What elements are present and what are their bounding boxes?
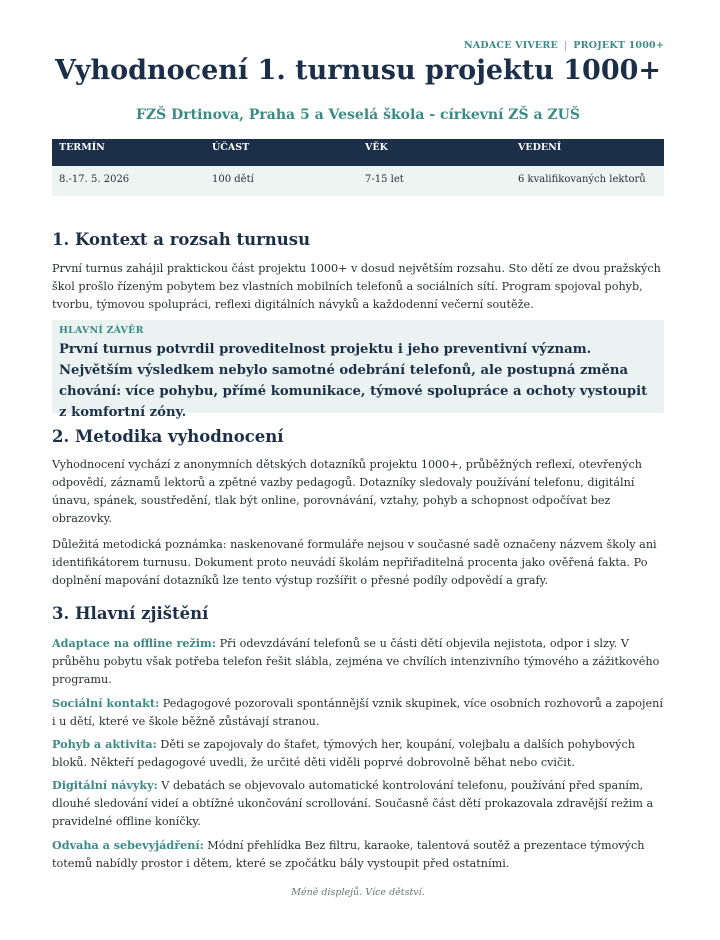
finding-lead: Pohyb a aktivita: — [52, 737, 157, 751]
page-title: Vyhodnocení 1. turnusu projektu 1000+ — [54, 55, 662, 86]
finding-lead: Adaptace na offline režim: — [52, 636, 217, 650]
finding-text: Módní přehlídka Bez filtru, karaoke, talentová soutěž a prezentace týmových totemů nabídly prostor i dětem, které se zpočátku bály vystoupit před ostatními. — [52, 839, 645, 870]
page-subtitle: FZŠ Drtinova, Praha 5 a Veselá škola - církevní ZŠ a ZUŠ — [135, 107, 580, 123]
value-cell-term: 8.-17. 5. 2026 — [59, 174, 130, 185]
callout-text: První turnus potvrdil proveditelnost projektu i jeho preventivní význam. Největším výsledkem nebylo samotné odebrání telefonů, ale postupná změna chování: více pohybu, přímé komunikace, týmové spolupráce a ochoty vystoupit z komfortní zóny. — [59, 342, 648, 420]
finding-item — [52, 836, 664, 873]
org-name: NADACE VIVERE — [463, 40, 558, 51]
value-cell-leadership: 6 kvalifikovaných lektorů — [518, 174, 646, 185]
header-cell-leadership: VEDENÍ — [518, 142, 562, 153]
section-2-paragraph-1: Vyhodnocení vychází z anonymních dětských dotazníků projektu 1000+, průběžných reflexí, otevřených odpovědí, záznamů lektorů a zpětné vazby pedagogů. Dotazníky sledovaly používání telefonu, digitální únavu, spánek, soustředění, tlak být online, porovnávání, vztahy, pohyb a schopnost odpočívat bez obrazovky. — [52, 458, 642, 525]
section-1-paragraph: První turnus zahájil praktickou část projektu 1000+ v dosud největším rozsahu. Sto dětí ze dvou pražských škol prošlo řízeným pobytem bez vlastních mobilních telefonů a sociálních sítí. Program spojoval pohyb, tvorbu, týmovou spolupráci, reflexi digitálních návyků a každodenní večerní soutěže. — [52, 262, 661, 311]
finding-item — [52, 776, 664, 831]
section-3-heading: 3. Hlavní zjištění — [52, 604, 209, 623]
header-cell-participation: ÚČAST — [212, 142, 250, 153]
header-meta — [464, 40, 664, 51]
finding-text: Děti se zapojovaly do štafet, týmových her, koupání, volejbalu a dalších pohybových bloků. Někteří pedagogové uvedli, že určité děti viděli poprvé dobrovolně běhat nebo cvičit. — [52, 738, 635, 769]
summary-table — [52, 139, 664, 196]
finding-item — [52, 634, 664, 689]
value-cell-age: 7-15 let — [365, 174, 404, 185]
key-conclusion-callout — [52, 320, 664, 420]
summary-table-row — [52, 166, 664, 196]
finding-lead: Sociální kontakt: — [52, 696, 160, 710]
header-cell-term: TERMÍN — [59, 142, 105, 153]
finding-text: Pedagogové pozorovali spontánnější vznik skupinek, více osobních rozhovorů a zapojení i u dětí, které ve škole běžně zůstávají stranou. — [52, 697, 663, 728]
summary-table-header — [52, 139, 664, 166]
section-1-heading: 1. Kontext a rozsah turnusu — [52, 230, 311, 249]
finding-lead: Odvaha a sebevyjádření: — [52, 838, 204, 852]
callout-label: HLAVNÍ ZÁVĚR — [59, 325, 144, 336]
section-2-heading: 2. Metodika vyhodnocení — [52, 427, 284, 446]
header-cell-age: VĚK — [365, 142, 388, 153]
section-2-paragraph-2: Důležitá metodická poznámka: naskenované formuláře nejsou v současné sadě označeny názvem školy ani identifikátorem turnusu. Dokument proto neuvádí školám nepřiřaditelná procenta jako ověřená fakta. Po doplnění mapování dotazníků lze tento výstup rozšířit o přesné podíly odpovědí a grafy. — [52, 538, 657, 587]
header-separator: | — [563, 40, 568, 51]
finding-text: Při odevzdávání telefonů se u části dětí objevila nejistota, odpor i slzy. V průběhu pobytu však potřeba telefon řešit slábla, zejména ve chvílích intenzivního týmového a zážitkového programu. — [52, 637, 660, 686]
finding-item — [52, 694, 664, 731]
value-cell-participation: 100 dětí — [212, 174, 254, 185]
finding-text: V debatách se objevovalo automatické kontrolování telefonu, používání před spaním, dlouhé sledování videí a obtížné ukončování scrollování. Současně část dětí prokazovala zdravější režim a pravidelné offline koníčky. — [52, 779, 654, 828]
finding-lead: Digitální návyky: — [52, 778, 158, 792]
project-name: PROJEKT 1000+ — [573, 40, 664, 51]
finding-item — [52, 735, 664, 772]
footer-tagline: Méně displejů. Více dětství. — [291, 887, 425, 898]
